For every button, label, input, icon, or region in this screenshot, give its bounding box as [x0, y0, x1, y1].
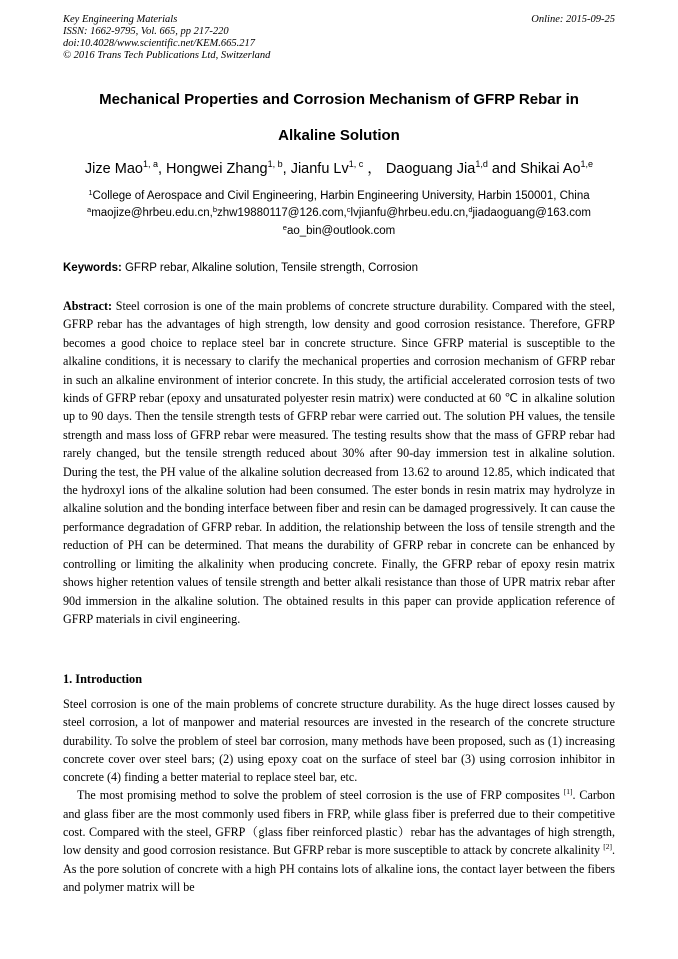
author-name: Jize Mao [84, 161, 143, 177]
keywords-label: Keywords: [63, 262, 122, 274]
affiliation-text: College of Aerospace and Civil Engineering, Harbin Engineering University, Harbin 150001, China [92, 190, 590, 202]
author-sep: , [282, 161, 291, 177]
author-sep: ， [363, 161, 386, 177]
email-sup: e [282, 223, 287, 232]
abstract-text: Steel corrosion is one of the main problems of concrete structure durability. Compared with the steel, GFRP rebar has the advantages of high strength, low density and good corrosion resistance. Therefore, GFRP becomes a good choice to replace steel bar in concrete structure. Since GFRP material is susceptible to the alkaline conditions, it is necessary to clarify the mechanical properties and corrosion mechanism of GFRP rebar in such an alkaline environment of interior concrete. In this study, the artificial accelerated corrosion tests of two kinds of GFRP rebar (epoxy and unsaturated polyester resin matrix) were conducted at 60 ℃ in alkaline solution up to 90 days. Then the tensile strength tests of GFRP rebar were carried out. The solution PH values, the tensile strength and mass loss of GFRP rebar were measured. The testing results show that the mass of GFRP rebar had rarely changed, but the tensile strength reduced about 30% after 90-day immersion test in alkaline solution. During the test, the PH value of the alkaline solution decreased from 13.62 to around 12.85, which indicated that the hydroxyl ions of the alkaline solution had been consumed. The ester bonds in resin matrix may hydrolyze in alkaline solution and the bonding interface between fiber and resin can be damaged progressively. It can cause the performance degradation of GFRP rebar. In addition, the relationship between the loss of tensile strength and the reduction of PH can be determined. That means the durability of GFRP rebar in concrete can be enhanced by controlling or limiting the alkalinity when producing concrete. Finally, the GFRP rebar of epoxy resin matrix shows higher retention values of tensile strength and better alkali resistance than those of UPR matrix rebar after 90d immersion in the alkaline solution. The obtained results in this paper can provide application reference of GFRP materials in civil engineering. [63, 299, 615, 626]
email-sup: d [468, 205, 473, 214]
email-link[interactable]: ao_bin@outlook.com [286, 225, 396, 237]
author-list [63, 157, 615, 178]
online-date: Online: 2015-09-25 [531, 14, 615, 25]
introduction-body [63, 695, 615, 896]
journal-doi: doi:10.4028/www.scientific.net/KEM.665.217 [63, 38, 255, 49]
paper-title-line-1: Mechanical Properties and Corrosion Mechanism of GFRP Rebar in [99, 91, 579, 108]
email-link[interactable]: zhw19880117@126.com, [217, 207, 347, 219]
intro-text: . Carbon and glass fiber are the most commonly used fibers in FRP, while glass fiber is preferred due to their competitive cost. Compared with the steel, GFRP（glass fiber reinforced plastic）rebar has the advantages of high strength, low density and good corrosion resistance. But GFRP rebar is more susceptible to attack by concrete alkalinity [63, 788, 615, 858]
email-link[interactable]: maojize@hrbeu.edu.cn, [91, 207, 213, 219]
abstract-label: Abstract: [63, 299, 113, 313]
author-sep: , [157, 161, 167, 177]
keywords-text: GFRP rebar, Alkaline solution, Tensile strength, Corrosion [121, 262, 418, 274]
journal-name: Key Engineering Materials [63, 14, 178, 25]
email-sup: c [346, 205, 351, 214]
author-name: Daoguang Jia [385, 161, 476, 177]
email-sup: a [87, 205, 92, 214]
email-sup: b [212, 205, 218, 214]
paper-title-line-2: Alkaline Solution [278, 127, 400, 144]
intro-text: . As the pore solution of concrete with a high PH contains lots of alkaline ions, the contact layer between the fibers and polymer matrix will be [63, 843, 615, 894]
author-name: Shikai Ao [520, 161, 581, 177]
intro-paragraph-2 [63, 786, 615, 896]
keywords [63, 262, 418, 274]
email-link[interactable]: jiadaoguang@163.com [472, 207, 591, 219]
affiliation-sup: 1 [88, 188, 93, 197]
author-name: Hongwei Zhang [166, 161, 268, 177]
journal-header [63, 14, 270, 62]
section-heading-introduction: 1. Introduction [63, 672, 143, 686]
author-email-last [63, 225, 615, 237]
citation-ref[interactable]: [1] [563, 787, 573, 797]
author-sup: 1, b [267, 159, 283, 169]
intro-text: The most promising method to solve the problem of steel corrosion is the use of FRP composites [77, 788, 564, 803]
author-sup: 1,e [580, 159, 594, 169]
author-sup: 1, c [348, 159, 364, 169]
affiliation [63, 190, 615, 202]
email-link[interactable]: lvjianfu@hrbeu.edu.cn, [350, 207, 469, 219]
author-sep: and [487, 161, 521, 177]
journal-copyright: © 2016 Trans Tech Publications Ltd, Switzerland [63, 50, 271, 61]
abstract [63, 297, 615, 628]
author-sup: 1, a [142, 159, 158, 169]
author-name: Jianfu Lv [290, 161, 349, 177]
citation-ref[interactable]: [2] [603, 842, 612, 852]
intro-paragraph-1: Steel corrosion is one of the main problems of concrete structure durability. As the huge direct losses caused by steel corrosion, a lot of manpower and material resources are invested in the research of the concrete structure durability. To solve the problem of steel bar corrosion, many methods have been proposed, such as (1) increasing concrete cover over steel bars; (2) using epoxy coat on the surface of steel bar (3) using corrosion inhibitor in concrete (4) finding a better material to replace steel bar, etc. [63, 697, 615, 785]
journal-issn: ISSN: 1662-9795, Vol. 665, pp 217-220 [63, 26, 229, 37]
author-emails [63, 207, 615, 219]
author-sup: 1,d [475, 159, 488, 169]
